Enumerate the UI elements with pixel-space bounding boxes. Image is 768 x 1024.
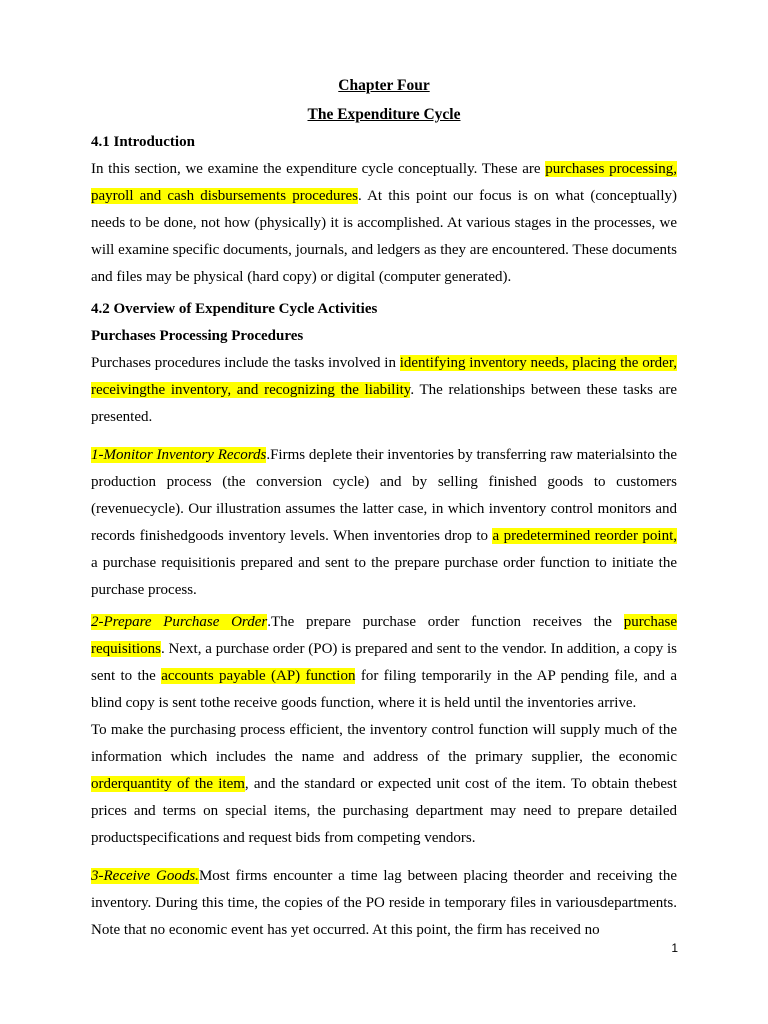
step2-text-c: for filing temporarily in the AP pending file, and a blind copy is sent tothe receive goods function, where it is held until the inventories arrive. — [91, 668, 678, 711]
intro-highlight: purchases processing, payroll and cash disbursements procedures — [91, 161, 677, 204]
intro-paragraph — [91, 156, 677, 291]
step1-highlight: a predetermined reorder point, — [492, 528, 677, 544]
section-heading-introduction: 4.1 Introduction — [91, 134, 195, 150]
overview-highlight: identifying inventory needs, placing the order, receivingthe inventory, and recognizing the liability — [91, 355, 677, 398]
step3-paragraph — [91, 863, 677, 944]
overview-paragraph — [91, 350, 677, 431]
step2-paragraph-2 — [91, 717, 677, 852]
document-body — [91, 72, 677, 944]
overview-text-b: . The relationships between these tasks are presented. — [91, 382, 677, 425]
intro-text-a: In this section, we examine the expenditure cycle conceptually. These are — [91, 161, 546, 177]
section-heading-overview: 4.2 Overview of Expenditure Cycle Activities — [91, 301, 378, 317]
step2-p2-text-a: To make the purchasing process efficient, the inventory control function will supply much of the information which includes the name and address of the primary supplier, the economic — [91, 722, 677, 765]
step1-text-a: .Firms deplete their inventories by transferring raw materialsinto the production process (the conversion cycle) and by selling finished goods to customers (revenuecycle). Our illustration assumes the latter case, in which inventory control monitors and records finishedgoods inventory levels. When inventories drop to — [91, 447, 677, 544]
chapter-heading: Chapter Four — [338, 77, 430, 94]
step2-label: 2-Prepare Purchase Order — [91, 614, 268, 630]
step2-text-a: .The prepare purchase order function receives the — [267, 614, 624, 630]
step2-p2-highlight: orderquantity of the item — [91, 776, 245, 792]
step3-text-a: Most firms encounter a time lag between placing theorder and receiving the inventory. During this time, the copies of the PO reside in temporary files in variousdepartments. Note that no economic event has yet occurred. At this point, the firm has received no — [91, 868, 677, 938]
step2-highlight-2: accounts payable (AP) function — [161, 668, 356, 684]
step1-paragraph — [91, 442, 677, 604]
step1-label: 1-Monitor Inventory Records — [91, 447, 267, 463]
step2-p2-text-b: , and the standard or expected unit cost of the item. To obtain thebest prices and terms on special items, the purchasing department may need to prepare detailed productspecifications and request bids from competing vendors. — [91, 776, 677, 846]
chapter-title: The Expenditure Cycle — [307, 106, 461, 123]
overview-text-a: Purchases procedures include the tasks involved in — [91, 355, 400, 371]
page-number: 1 — [671, 941, 678, 955]
step1-text-b: a purchase requisitionis prepared and sent to the prepare purchase order function to initiate the purchase process. — [91, 555, 677, 598]
intro-text-b: . At this point our focus is on what (conceptually) needs to be done, not how (physically) it is accomplished. At various stages in the processes, we will examine specific documents, journals, and ledgers as they are encountered. These documents and files may be physical (hard copy) or digital (computer generated). — [91, 188, 677, 285]
step2-highlight-1: purchase requisitions — [91, 614, 677, 657]
step2-text-b: . Next, a purchase order (PO) is prepared and sent to the vendor. In addition, a copy is sent to the — [91, 641, 677, 684]
step2-paragraph — [91, 609, 677, 717]
step3-label: 3-Receive Goods. — [91, 868, 199, 884]
subheading-purchases-processing: Purchases Processing Procedures — [91, 328, 304, 344]
